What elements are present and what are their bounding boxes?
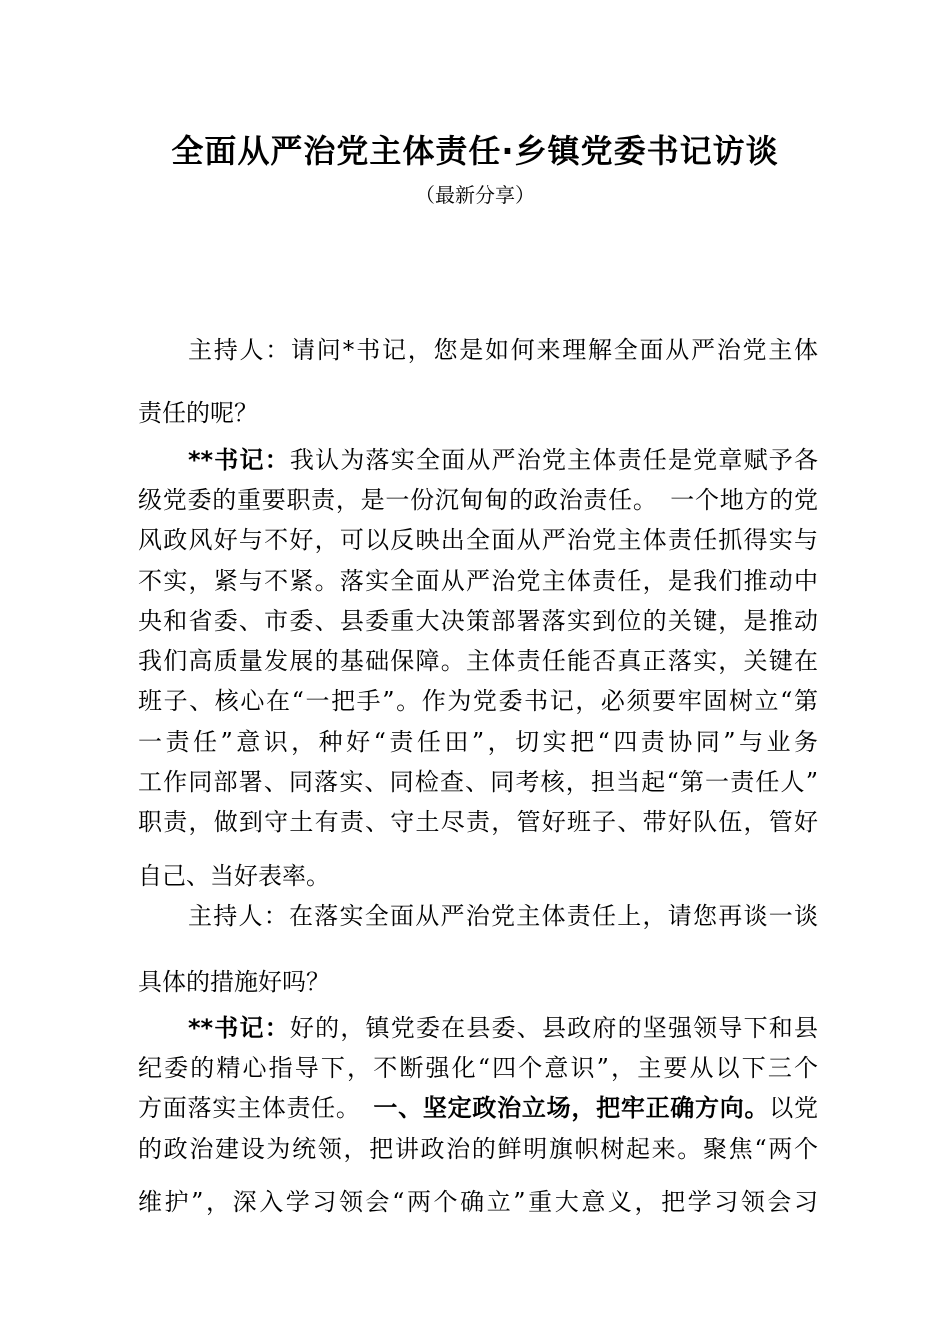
document-subtitle: （最新分享） — [415, 183, 535, 207]
secretary-speaker-label: **书记： — [188, 446, 290, 474]
section-heading-1: 一、坚定政治立场，把牢正确方向。 — [373, 1094, 770, 1122]
secretary-answer-1-line-11: 自己、当好表率。 — [138, 862, 330, 890]
answer-text: 我认为落实全面从严治党主体责任是党章赋予各 — [289, 446, 818, 474]
secretary-answer-2-line-1 — [188, 1008, 818, 1048]
secretary-answer-1-line-3: 风政风好与不好，可以反映出全面从严治党主体责任抓得实与 — [138, 526, 818, 554]
host-question-2-line-2: 具体的措施好吗？ — [138, 968, 330, 996]
secretary-answer-2-line-3 — [138, 1088, 818, 1128]
host-question-1-line-2: 责任的呢？ — [138, 399, 258, 427]
secretary-answer-1-line-5: 央和省委、市委、县委重大决策部署落实到位的关键，是推动 — [138, 607, 818, 635]
secretary-answer-1-line-9: 工作同部署、同落实、同检查、同考核，担当起“第一责任人” — [138, 768, 818, 796]
answer-text: 方面落实主体责任。 — [138, 1094, 374, 1122]
secretary-answer-2-line-4: 的政治建设为统领，把讲政治的鲜明旗帜树起来。聚焦“两个 — [138, 1135, 818, 1163]
secretary-answer-1-line-2: 级党委的重要职责，是一份沉甸甸的政治责任。 一个地方的党 — [138, 486, 818, 514]
secretary-answer-1-line-7: 班子、核心在“一把手”。作为党委书记，必须要牢固树立“第 — [138, 687, 818, 715]
secretary-answer-1-line-8: 一责任”意识，种好“责任田”，切实把“四责协同”与业务 — [138, 728, 818, 756]
secretary-answer-1-line-6: 我们高质量发展的基础保障。主体责任能否真正落实，关键在 — [138, 647, 818, 675]
secretary-answer-1-line-4: 不实，紧与不紧。落实全面从严治党主体责任，是我们推动中 — [138, 567, 818, 595]
host-question-1-line-1: 主持人：请问*书记，您是如何来理解全面从严治党主体 — [188, 336, 818, 364]
host-question-2-line-1: 主持人：在落实全面从严治党主体责任上，请您再谈一谈 — [188, 902, 818, 930]
answer-text: 好的，镇党委在县委、县政府的坚强领导下和县 — [289, 1014, 818, 1042]
secretary-answer-2-line-5: 维护”，深入学习领会“两个确立”重大意义，把学习领会习 — [138, 1188, 818, 1216]
secretary-speaker-label: **书记： — [188, 1014, 290, 1042]
secretary-answer-2-line-2: 纪委的精心指导下，不断强化“四个意识”，主要从以下三个 — [138, 1054, 818, 1082]
secretary-answer-1-line-1 — [188, 440, 818, 480]
document-title: 全面从严治党主体责任·乡镇党委书记访谈 — [171, 132, 779, 170]
answer-text: 以党 — [769, 1094, 819, 1122]
secretary-answer-1-line-10: 职责，做到守土有责、守土尽责，管好班子、带好队伍，管好 — [138, 808, 818, 836]
